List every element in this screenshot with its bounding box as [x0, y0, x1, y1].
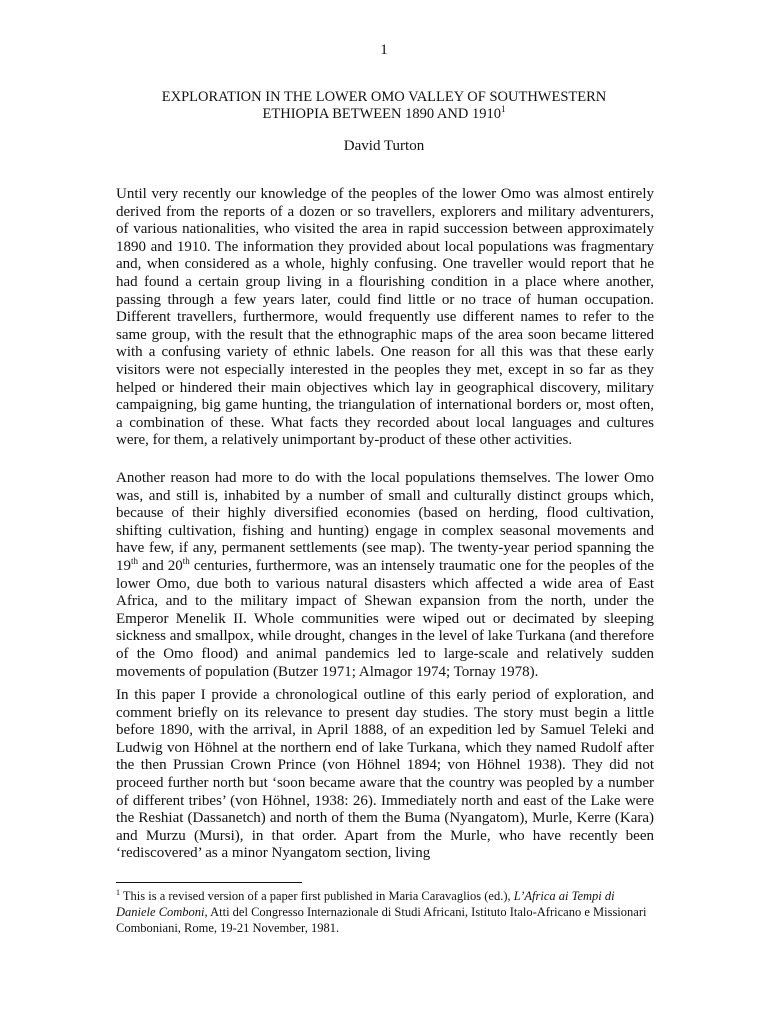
body-paragraph-1: Until very recently our knowledge of the peoples of the lower Omo was almost entirely derived from the reports of a dozen or so travellers, explorers and military adventurers, of various nationalities, who visited the area in rapid succession between approximately 1890 and 1910. The information they provided about local populations was fragmentary and, when considered as a whole, highly confusing. One traveller would report that he had found a certain group living in a flourishing condition in a place where another, passing through a few years later, could find little or no trace of human occupation. Different travellers, furthermore, would frequently use different names to refer to the same group, with the result that the ethnographic maps of the area soon became littered with a confusing variety of ethnic labels. One reason for all this was that these early visitors were not especially interested in the peoples they met, except in so far as they helped or hindered their main objectives which lay in geographical discovery, military campaigning, big game hunting, the triangulation of international borders or, most often, a combination of these. What facts they recorded about local languages and cultures were, for them, a relatively unimportant by-product of these other activities. [116, 186, 654, 449]
title-line-1: EXPLORATION IN THE LOWER OMO VALLEY OF SOUTHWESTERN [161, 89, 607, 105]
author-name: David Turton [343, 138, 425, 154]
title-footnote-ref[interactable]: 1 [500, 104, 506, 114]
body-paragraph-3: In this paper I provide a chronological outline of this early period of exploration, and comment briefly on its relevance to present day studies. The story must begin a little before 1890, with the arrival, in April 1888, of an expedition led by Samuel Teleki and Ludwig von Höhnel at the northern end of lake Turkana, which they named Rudolf after the then Prussian Crown Prince (von Höhnel 1894; von Höhnel 1938). They did not proceed further north but ‘soon became aware that the country was peopled by a number of different tribes’ (von Höhnel, 1938: 26). Immediately north and east of the Lake were the Reshiat (Dassanetch) and north of them the Buma (Nyangatom), Murle, Kerre (Kara) and Murzu (Mursi), in that order. Apart from the Murle, who have recently been ‘rediscovered’ as a minor Nyangatom section, living [116, 687, 654, 862]
title-line-2: ETHIOPIA BETWEEN 1890 AND 1910 [262, 106, 501, 122]
paragraph-2-part-c: centuries, furthermore, was an intensely traumatic one for the peoples of the lower Omo, due both to various natural disasters which affected a wide area of East Africa, and to the military impact of Shewan expansion from the north, under the Emperor Menelik II. Whole communities were wiped out or decimated by sleeping sickness and smallpox, while drought, changes in the level of lake Turkana (and therefore of the Omo flood) and animal pandemics led to large-scale and relatively sudden movements of population (Butzer 1971; Almagor 1974; Tornay 1978). [116, 557, 654, 680]
footnote-divider [116, 882, 302, 883]
paper-title [100, 89, 668, 123]
superscript-th-1: th [131, 555, 139, 566]
footnote-italic-title: L’Africa ai Tempi di Daniele Comboni, [116, 889, 615, 919]
superscript-th-2: th [182, 555, 190, 566]
paragraph-2-part-a: Another reason had more to do with the local populations themselves. The lower Omo was, and still is, inhabited by a number of small and culturally distinct groups which, because of their highly diversified economies (based on herding, flood cultivation, shifting cultivation, fishing and hunting) engage in complex seasonal movements and have few, if any, permanent settlements (see map). The twenty-year period spanning the 19 [116, 470, 654, 574]
footnote-text-b: Atti del Congresso Internazionale di Studi Africani, Istituto Italo-Africano e Missionari Comboniani, Rome, 19-21 November, 1981. [116, 905, 647, 935]
footnote-marker: 1 [116, 888, 120, 897]
footnote-1 [116, 888, 656, 936]
body-paragraph-2 [116, 470, 654, 681]
footnote-text-a: This is a revised version of a paper first published in Maria Caravaglios (ed.), [120, 889, 514, 903]
page-number: 1 [380, 42, 388, 58]
paragraph-2-part-b: and 20 [138, 557, 183, 574]
